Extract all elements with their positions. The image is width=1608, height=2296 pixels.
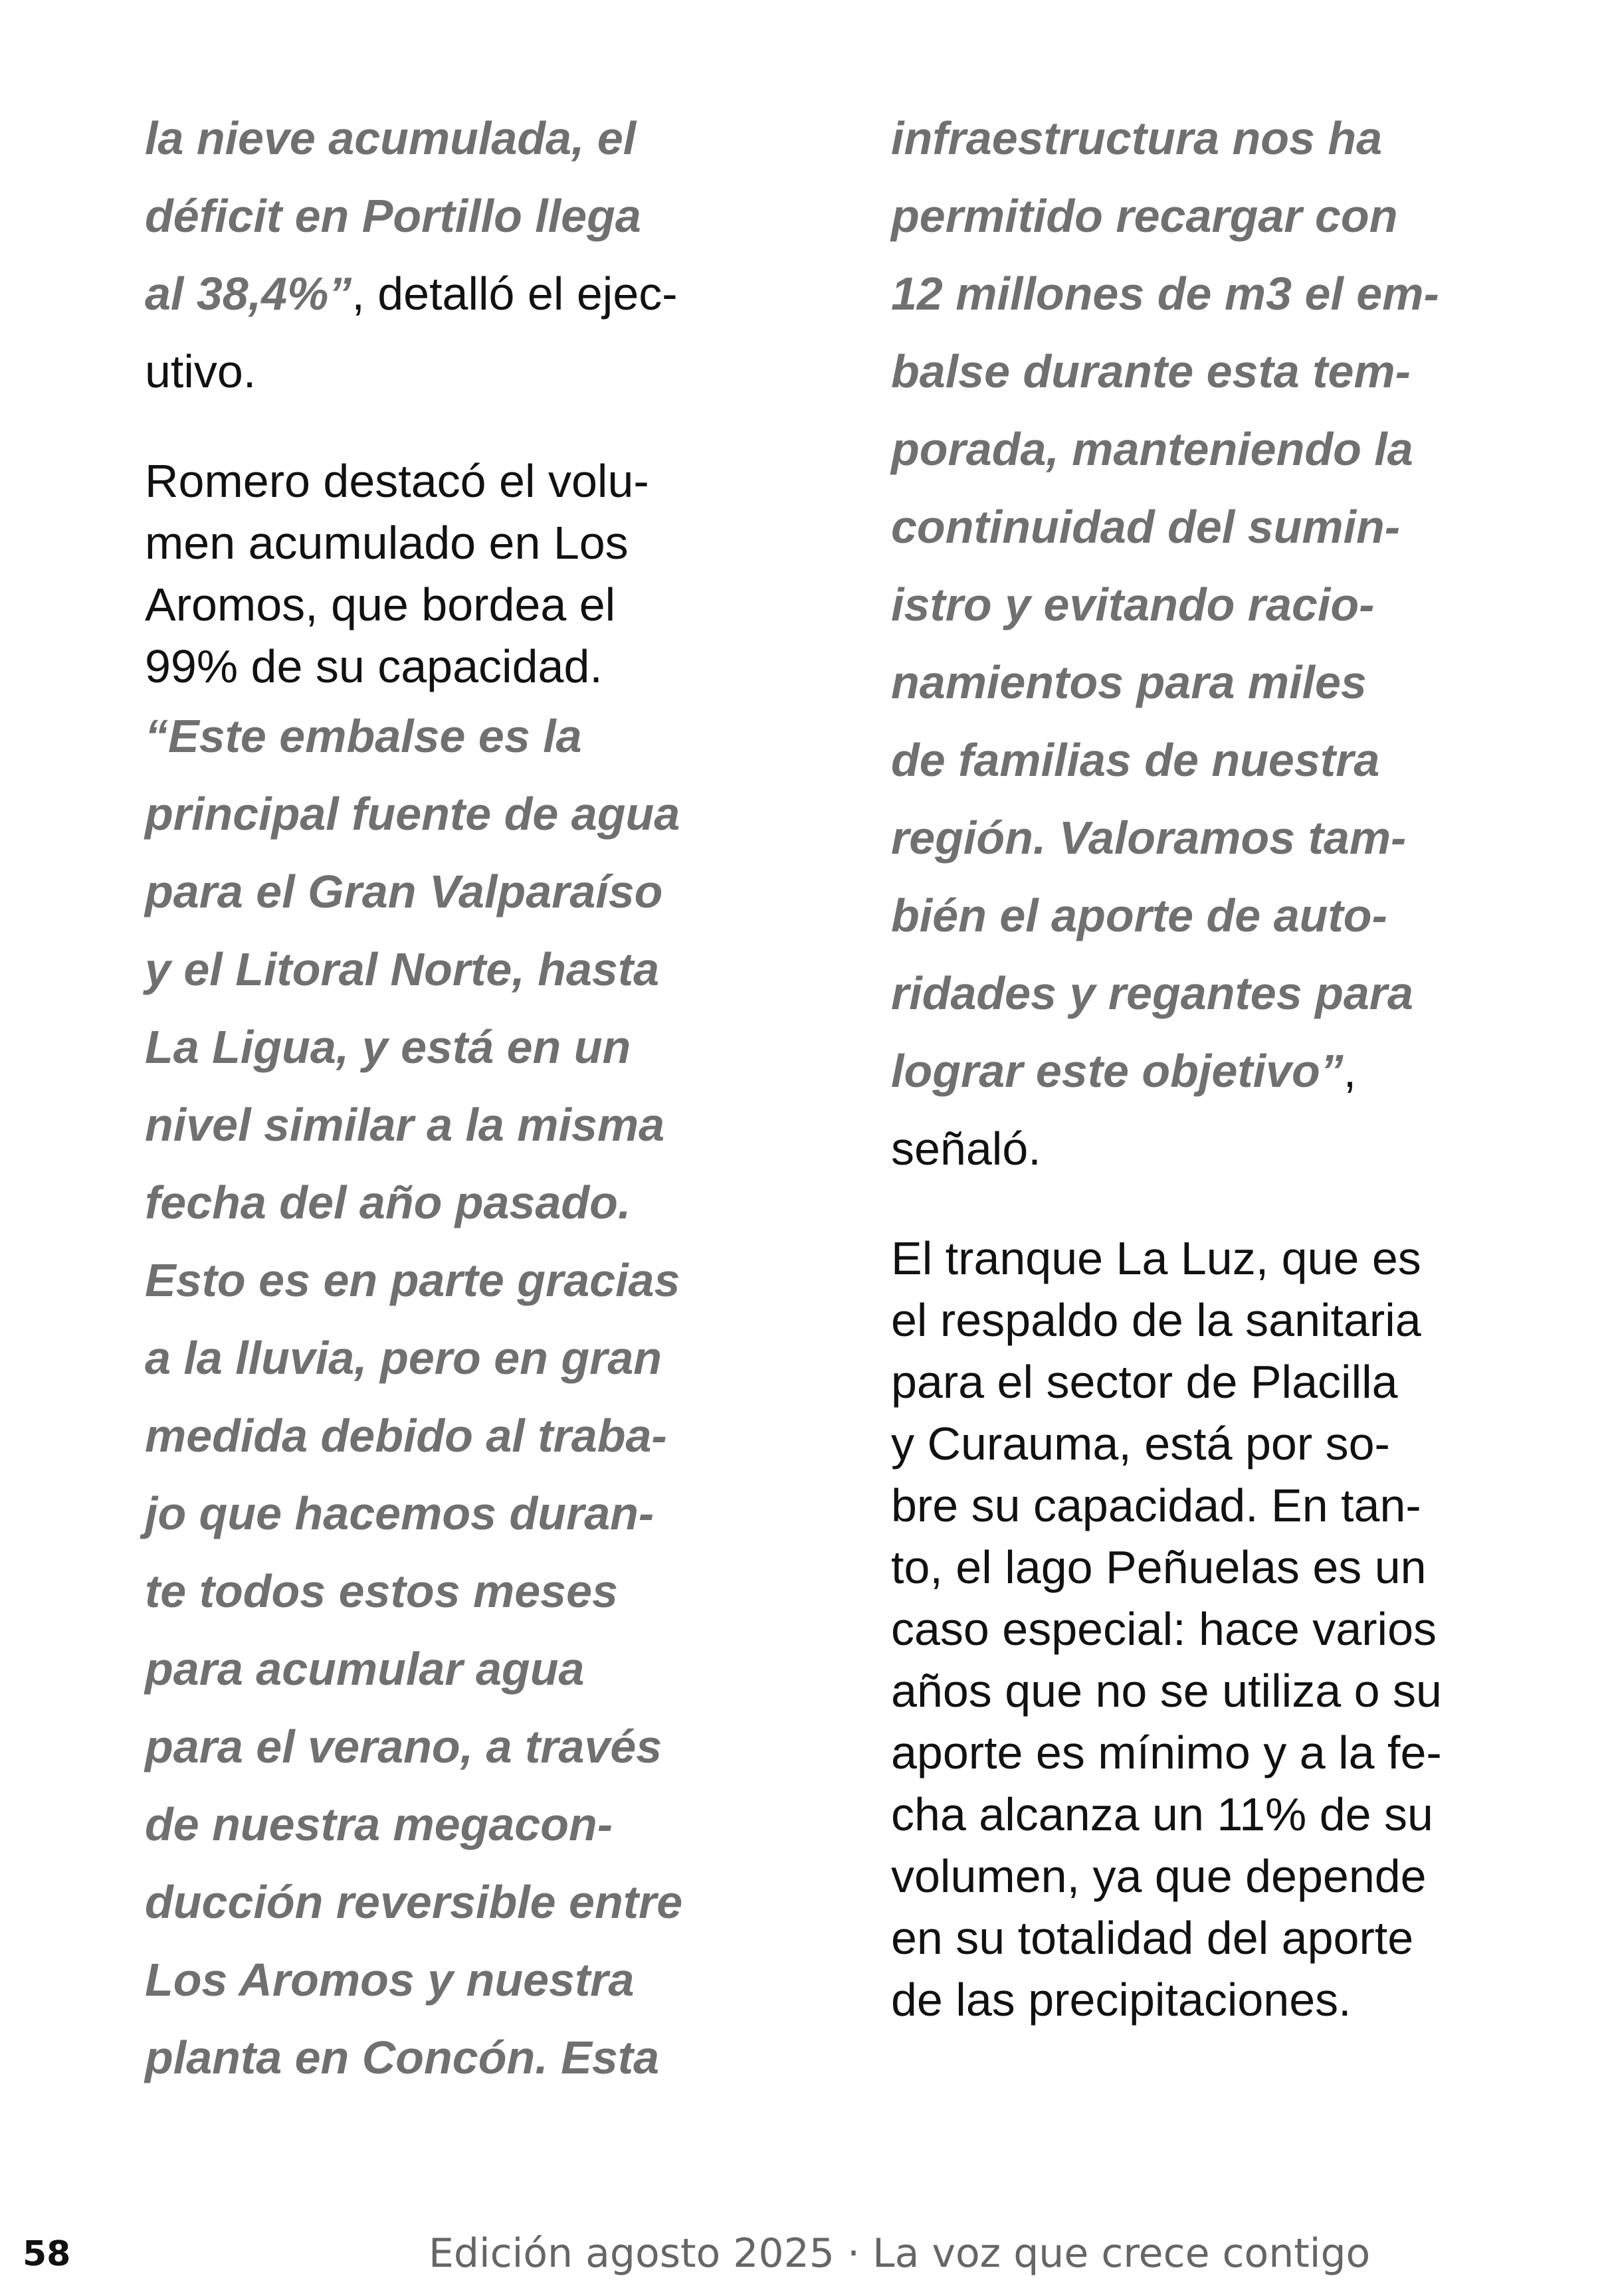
paragraph (145, 450, 743, 698)
text-line: para el Gran Valparaíso (145, 866, 663, 917)
quote-continuation (145, 100, 743, 411)
quote-fragment: lograr este objetivo” (891, 1045, 1344, 1097)
text-line: medida debido al traba- (145, 1410, 667, 1462)
right-column (891, 100, 1522, 2031)
text-line: balse durante esta tem- (891, 345, 1411, 397)
text-line: utivo. (145, 345, 256, 397)
text-line: en su totalidad del aporte (891, 1912, 1414, 1964)
text-line: 12 millones de m3 el em- (891, 268, 1439, 320)
text-line: jo que hacemos duran- (145, 1487, 654, 1539)
attribution-fragment: , (1343, 1045, 1357, 1097)
text-line: de nuestra megacon- (145, 1798, 613, 1850)
quote-block (145, 698, 743, 2097)
text-line: a la lluvia, pero en gran (145, 1332, 662, 1384)
text-line: infraestructura nos ha (891, 112, 1383, 164)
paragraph (891, 1228, 1522, 2031)
text-line: y Curauma, está por so- (891, 1418, 1390, 1470)
text-line: Aromos, que bordea el (145, 579, 616, 630)
text-line: fecha del año pasado. (145, 1177, 631, 1228)
text-line (145, 255, 743, 333)
text-line: bién el aporte de auto- (891, 890, 1387, 941)
text-line: Los Aromos y nuestra (145, 1954, 635, 2006)
quote-fragment: al 38,4%” (145, 268, 352, 320)
text-line: El tranque La Luz, que es (891, 1232, 1421, 1284)
text-line: bre su capacidad. En tan- (891, 1480, 1421, 1531)
text-line: de las precipitaciones. (891, 1974, 1352, 2026)
quote-block (891, 100, 1522, 1188)
text-line: para el sector de Placilla (891, 1356, 1398, 1408)
text-line: Romero destacó el volu- (145, 455, 649, 507)
text-line: permitido recargar con (891, 190, 1398, 242)
text-line: ridades y regantes para (891, 967, 1413, 1019)
text-line: nivel similar a la misma (145, 1099, 665, 1151)
text-line: istro y evitando racio- (891, 579, 1375, 630)
text-line: 99% de su capacidad. (145, 640, 603, 692)
text-line: Esto es en parte gracias (145, 1254, 680, 1306)
edition-footer: Edición agosto 2025 · La voz que crece contigo (429, 2230, 1371, 2277)
text-line: volumen, ya que depende (891, 1850, 1427, 1902)
text-line: cha alcanza un 11% de su (891, 1788, 1433, 1840)
text-line: déficit en Portillo llega (145, 190, 641, 242)
text-line: men acumulado en Los (145, 517, 629, 569)
text-line: to, el lago Peñuelas es un (891, 1541, 1427, 1593)
text-line: planta en Concón. Esta (145, 2032, 659, 2083)
text-line: La Ligua, y está en un (145, 1021, 631, 1073)
text-line: la nieve acumulada, el (145, 112, 637, 164)
text-line (891, 1032, 1522, 1110)
text-line: namientos para miles (891, 656, 1367, 708)
text-line: para acumular agua (145, 1643, 585, 1695)
text-line: continuidad del sumin- (891, 501, 1401, 553)
left-column (145, 100, 743, 2097)
text-line: el respaldo de la sanitaria (891, 1294, 1421, 1346)
text-line: caso especial: hace varios (891, 1603, 1437, 1655)
attribution-fragment: , detalló el ejec- (352, 268, 678, 320)
text-line: porada, manteniendo la (891, 423, 1413, 475)
text-line: te todos estos meses (145, 1565, 618, 1617)
text-line: principal fuente de agua (145, 788, 680, 840)
text-line: señaló. (891, 1123, 1041, 1175)
page-number: 58 (23, 2234, 71, 2274)
text-line: ducción reversible entre (145, 1876, 683, 1928)
text-line: “Este embalse es la (145, 710, 582, 762)
text-line: años que no se utiliza o su (891, 1665, 1442, 1717)
text-line: de familias de nuestra (891, 734, 1380, 786)
text-line: y el Litoral Norte, hasta (145, 943, 660, 995)
text-line: aporte es mínimo y a la fe- (891, 1727, 1442, 1778)
text-line: región. Valoramos tam- (891, 812, 1407, 864)
text-line: para el verano, a través (145, 1721, 662, 1772)
